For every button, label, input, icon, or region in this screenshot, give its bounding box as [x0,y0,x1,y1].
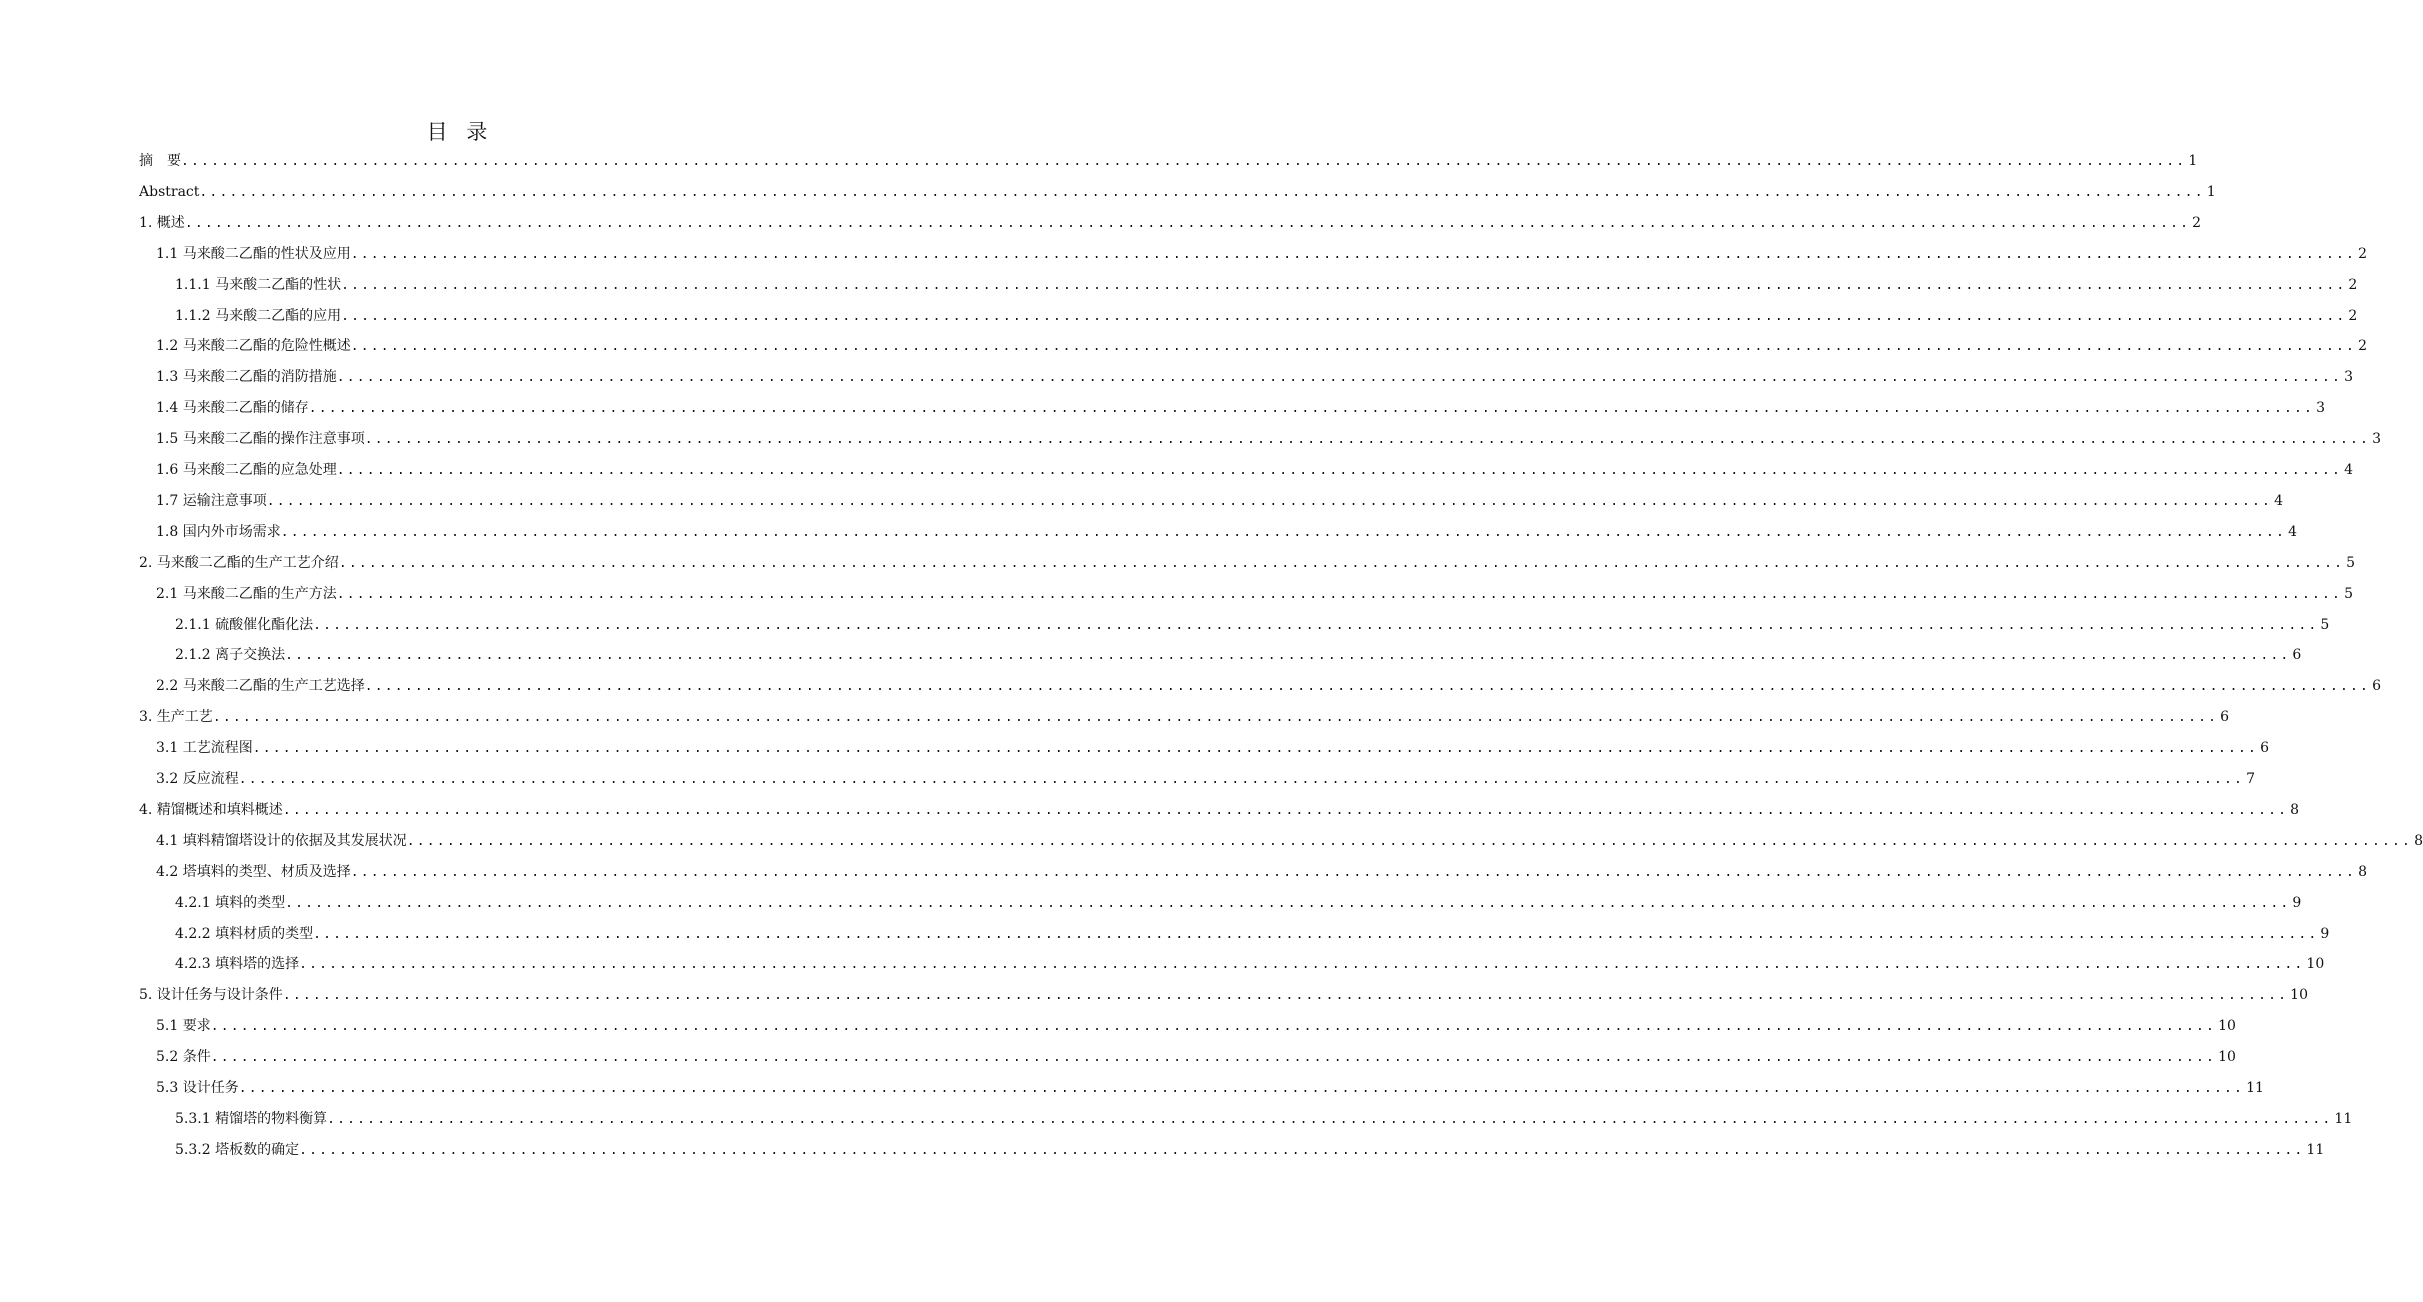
toc-entry-page-number: 5 [2344,585,2353,602]
toc-entry[interactable] [175,610,2330,641]
toc-entry-page-number: 3 [2316,400,2325,417]
toc-entry-page-number: 11 [2334,1110,2353,1127]
toc-entry-page-number: 7 [2246,771,2255,787]
toc-title: 目 录 [426,120,494,144]
toc-entry-label: 1.5 马来酸二乙酯的操作注意事项 [156,431,365,448]
toc-entry-page-number: 2 [2348,276,2358,293]
toc-dot-leader: ........................................................................................................................................................................................................ [341,277,2347,293]
toc-dot-leader: ........................................................................................................................................................................................................ [252,741,2259,757]
toc-entry-label: 2.1 马来酸二乙酯的生产方法 [156,585,337,602]
toc-entry[interactable] [156,733,2269,764]
toc-entry-label: 4. 精馏概述和填料概述 [139,801,283,818]
toc-entry[interactable] [139,146,2198,177]
toc-dot-leader: ........................................................................................................................................................................................................ [336,370,2343,386]
toc-entry-page-number: 2 [2358,338,2367,355]
toc-entry-page-number: 1 [2188,153,2198,169]
toc-entry[interactable] [156,331,2367,362]
toc-entry-label: 1.8 国内外市场需求 [156,523,281,540]
toc-entry-label: 摘 要 [139,153,181,169]
toc-entry-label: 5. 设计任务与设计条件 [139,987,283,1004]
toc-entry-label: 1.1.2 马来酸二乙酯的应用 [175,307,342,324]
toc-entry-label: 4.2.1 填料的类型 [175,894,286,911]
toc-entry[interactable] [156,826,2423,857]
toc-dot-leader: ........................................................................................................................................................................................................ [285,895,2291,911]
toc-entry[interactable] [156,1042,2236,1073]
toc-entry-page-number: 8 [2290,801,2300,818]
toc-entry[interactable] [156,857,2367,888]
toc-entry[interactable] [139,795,2300,826]
toc-entry-label: 4.2.3 填料塔的选择 [175,956,300,973]
toc-entry-page-number: 5 [2346,554,2356,571]
toc-entry[interactable] [156,1011,2236,1042]
toc-dot-leader: ........................................................................................................................................................................................................ [406,833,2413,849]
toc-dot-leader: ........................................................................................................................................................................................................ [336,586,2343,602]
toc-entry-page-number: 6 [2292,647,2302,664]
toc-dot-leader: ........................................................................................................................................................................................................ [212,710,2219,726]
toc-entry-page-number: 6 [2220,709,2230,726]
toc-dot-leader: ........................................................................................................................................................................................................ [184,215,2191,231]
toc-entry-label: 2. 马来酸二乙酯的生产工艺介绍 [139,554,339,571]
toc-entry[interactable] [156,486,2283,517]
toc-entry-page-number: 9 [2320,925,2330,942]
toc-entry[interactable] [156,393,2325,424]
toc-dot-leader: ........................................................................................................................................................................................................ [210,1019,2217,1035]
toc-entry-page-number: 11 [2306,1141,2325,1158]
toc-entry-label: 5.2 条件 [156,1049,211,1066]
toc-entry[interactable] [156,455,2353,486]
toc-entry-label: 2.2 马来酸二乙酯的生产工艺选择 [156,678,365,695]
toc-entry[interactable] [175,949,2325,980]
toc-entry[interactable] [156,362,2353,393]
toc-entry[interactable] [156,239,2367,270]
toc-entry-page-number: 3 [2372,431,2381,448]
toc-dot-leader: ........................................................................................................................................................................................................ [364,432,2371,448]
toc-entry-label: 1.1.1 马来酸二乙酯的性状 [175,276,342,293]
toc-entry[interactable] [175,301,2358,332]
toc-dot-leader: ........................................................................................................................................................................................................ [341,308,2347,324]
toc-entry-page-number: 8 [2358,863,2367,880]
toc-entry-label: 1.7 运输注意事项 [156,492,267,509]
toc-entry-page-number: 4 [2274,492,2283,509]
toc-entry[interactable] [175,919,2330,950]
toc-dot-leader: ........................................................................................................................................................................................................ [266,493,2273,509]
toc-entry-page-number: 8 [2414,832,2423,849]
toc-dot-leader: ........................................................................................................................................................................................................ [210,1050,2217,1066]
toc-entry[interactable] [139,177,2216,208]
toc-entry-page-number: 11 [2246,1080,2264,1096]
toc-entry-label: 4.2 塔填料的类型、材质及选择 [156,863,351,880]
toc-entry-page-number: 6 [2372,678,2381,695]
toc-dot-leader: ........................................................................................................................................................................................................ [282,988,2289,1004]
toc-entry-label: 3.2 反应流程 [156,771,239,787]
toc-entry-label: 5.1 要求 [156,1018,211,1035]
toc-dot-leader: ........................................................................................................................................................................................................ [285,648,2291,664]
toc-dot-leader: ........................................................................................................................................................................................................ [299,1142,2305,1158]
toc-entry-page-number: 2 [2358,245,2367,262]
toc-dot-leader: ........................................................................................................................................................................................................ [238,1081,2245,1096]
toc-dot-leader: ........................................................................................................................................................................................................ [350,864,2357,880]
toc-entry-label: 4.1 填料精馏塔设计的依据及其发展状况 [156,832,407,849]
toc-entry-label: 1.4 马来酸二乙酯的储存 [156,400,309,417]
toc-entry-label: 3.1 工艺流程图 [156,740,253,757]
toc-entry-page-number: 2 [2192,214,2202,231]
toc-dot-leader: ........................................................................................................................................................................................................ [350,339,2357,355]
toc-entry-page-number: 10 [2306,956,2325,973]
toc-dot-leader: ........................................................................................................................................................................................................ [199,184,2205,200]
toc-entry-label: 1. 概述 [139,214,185,231]
toc-entry-label: 3. 生产工艺 [139,709,213,726]
toc-entry-label: 1.1 马来酸二乙酯的性状及应用 [156,245,351,262]
toc-entry[interactable] [175,1135,2325,1166]
toc-entry-label: 2.1.2 离子交换法 [175,647,286,664]
toc-entry[interactable] [156,671,2381,702]
toc-entry[interactable] [139,702,2230,733]
toc-entry[interactable] [156,1073,2264,1104]
toc-entry[interactable] [175,888,2302,919]
toc-entry[interactable] [139,980,2308,1011]
toc-entry-page-number: 6 [2260,740,2269,757]
toc-dot-leader: ........................................................................................................................................................................................................ [350,246,2357,262]
toc-dot-leader: ........................................................................................................................................................................................................ [282,802,2289,818]
toc-dot-leader: ........................................................................................................................................................................................................ [181,154,2187,169]
toc-entry-page-number: 10 [2218,1018,2236,1035]
toc-dot-leader: ........................................................................................................................................................................................................ [313,617,2319,633]
toc-dot-leader: ........................................................................................................................................................................................................ [299,957,2305,973]
toc-entry-label: 5.3 设计任务 [156,1080,239,1096]
toc-dot-leader: ........................................................................................................................................................................................................ [308,401,2315,417]
toc-entry[interactable] [139,548,2356,579]
toc-entry[interactable] [156,424,2381,455]
toc-entry-label: 4.2.2 填料材质的类型 [175,925,314,942]
toc-dot-leader: ........................................................................................................................................................................................................ [364,679,2371,695]
toc-entry-page-number: 1 [2206,183,2216,200]
toc-entry-page-number: 4 [2288,523,2297,540]
toc-entry-label: 2.1.1 硫酸催化酯化法 [175,616,314,633]
toc-entry-label: 1.6 马来酸二乙酯的应急处理 [156,462,337,478]
toc-entry-label: 1.2 马来酸二乙酯的危险性概述 [156,338,351,355]
toc-entry[interactable] [156,764,2255,795]
toc-dot-leader: ........................................................................................................................................................................................................ [336,463,2343,478]
toc-entry-page-number: 5 [2320,616,2330,633]
toc-entry-label: Abstract [139,183,200,200]
toc-dot-leader: ........................................................................................................................................................................................................ [338,555,2345,571]
toc-dot-leader: ........................................................................................................................................................................................................ [313,926,2319,942]
toc-entry[interactable] [175,640,2302,671]
toc-entry-page-number: 10 [2290,987,2308,1004]
toc-entry-page-number: 3 [2344,369,2353,386]
toc-entry[interactable] [175,270,2358,301]
toc-entry-page-number: 2 [2348,307,2358,324]
toc-dot-leader: ........................................................................................................................................................................................................ [327,1111,2333,1127]
toc-entry[interactable] [156,579,2353,610]
toc-dot-leader: ........................................................................................................................................................................................................ [280,524,2287,540]
toc-entry-label: 1.3 马来酸二乙酯的消防措施 [156,369,337,386]
toc-entry[interactable] [175,1104,2353,1135]
toc-entry[interactable] [156,517,2297,548]
toc-dot-leader: ........................................................................................................................................................................................................ [238,772,2245,787]
toc-entry-page-number: 9 [2292,894,2302,911]
toc-entry-label: 5.3.2 塔板数的确定 [175,1141,300,1158]
toc-entry-page-number: 4 [2344,462,2353,478]
toc-entry-page-number: 10 [2218,1049,2236,1066]
toc-entry[interactable] [139,208,2202,239]
toc-entry-label: 5.3.1 精馏塔的物料衡算 [175,1110,328,1127]
